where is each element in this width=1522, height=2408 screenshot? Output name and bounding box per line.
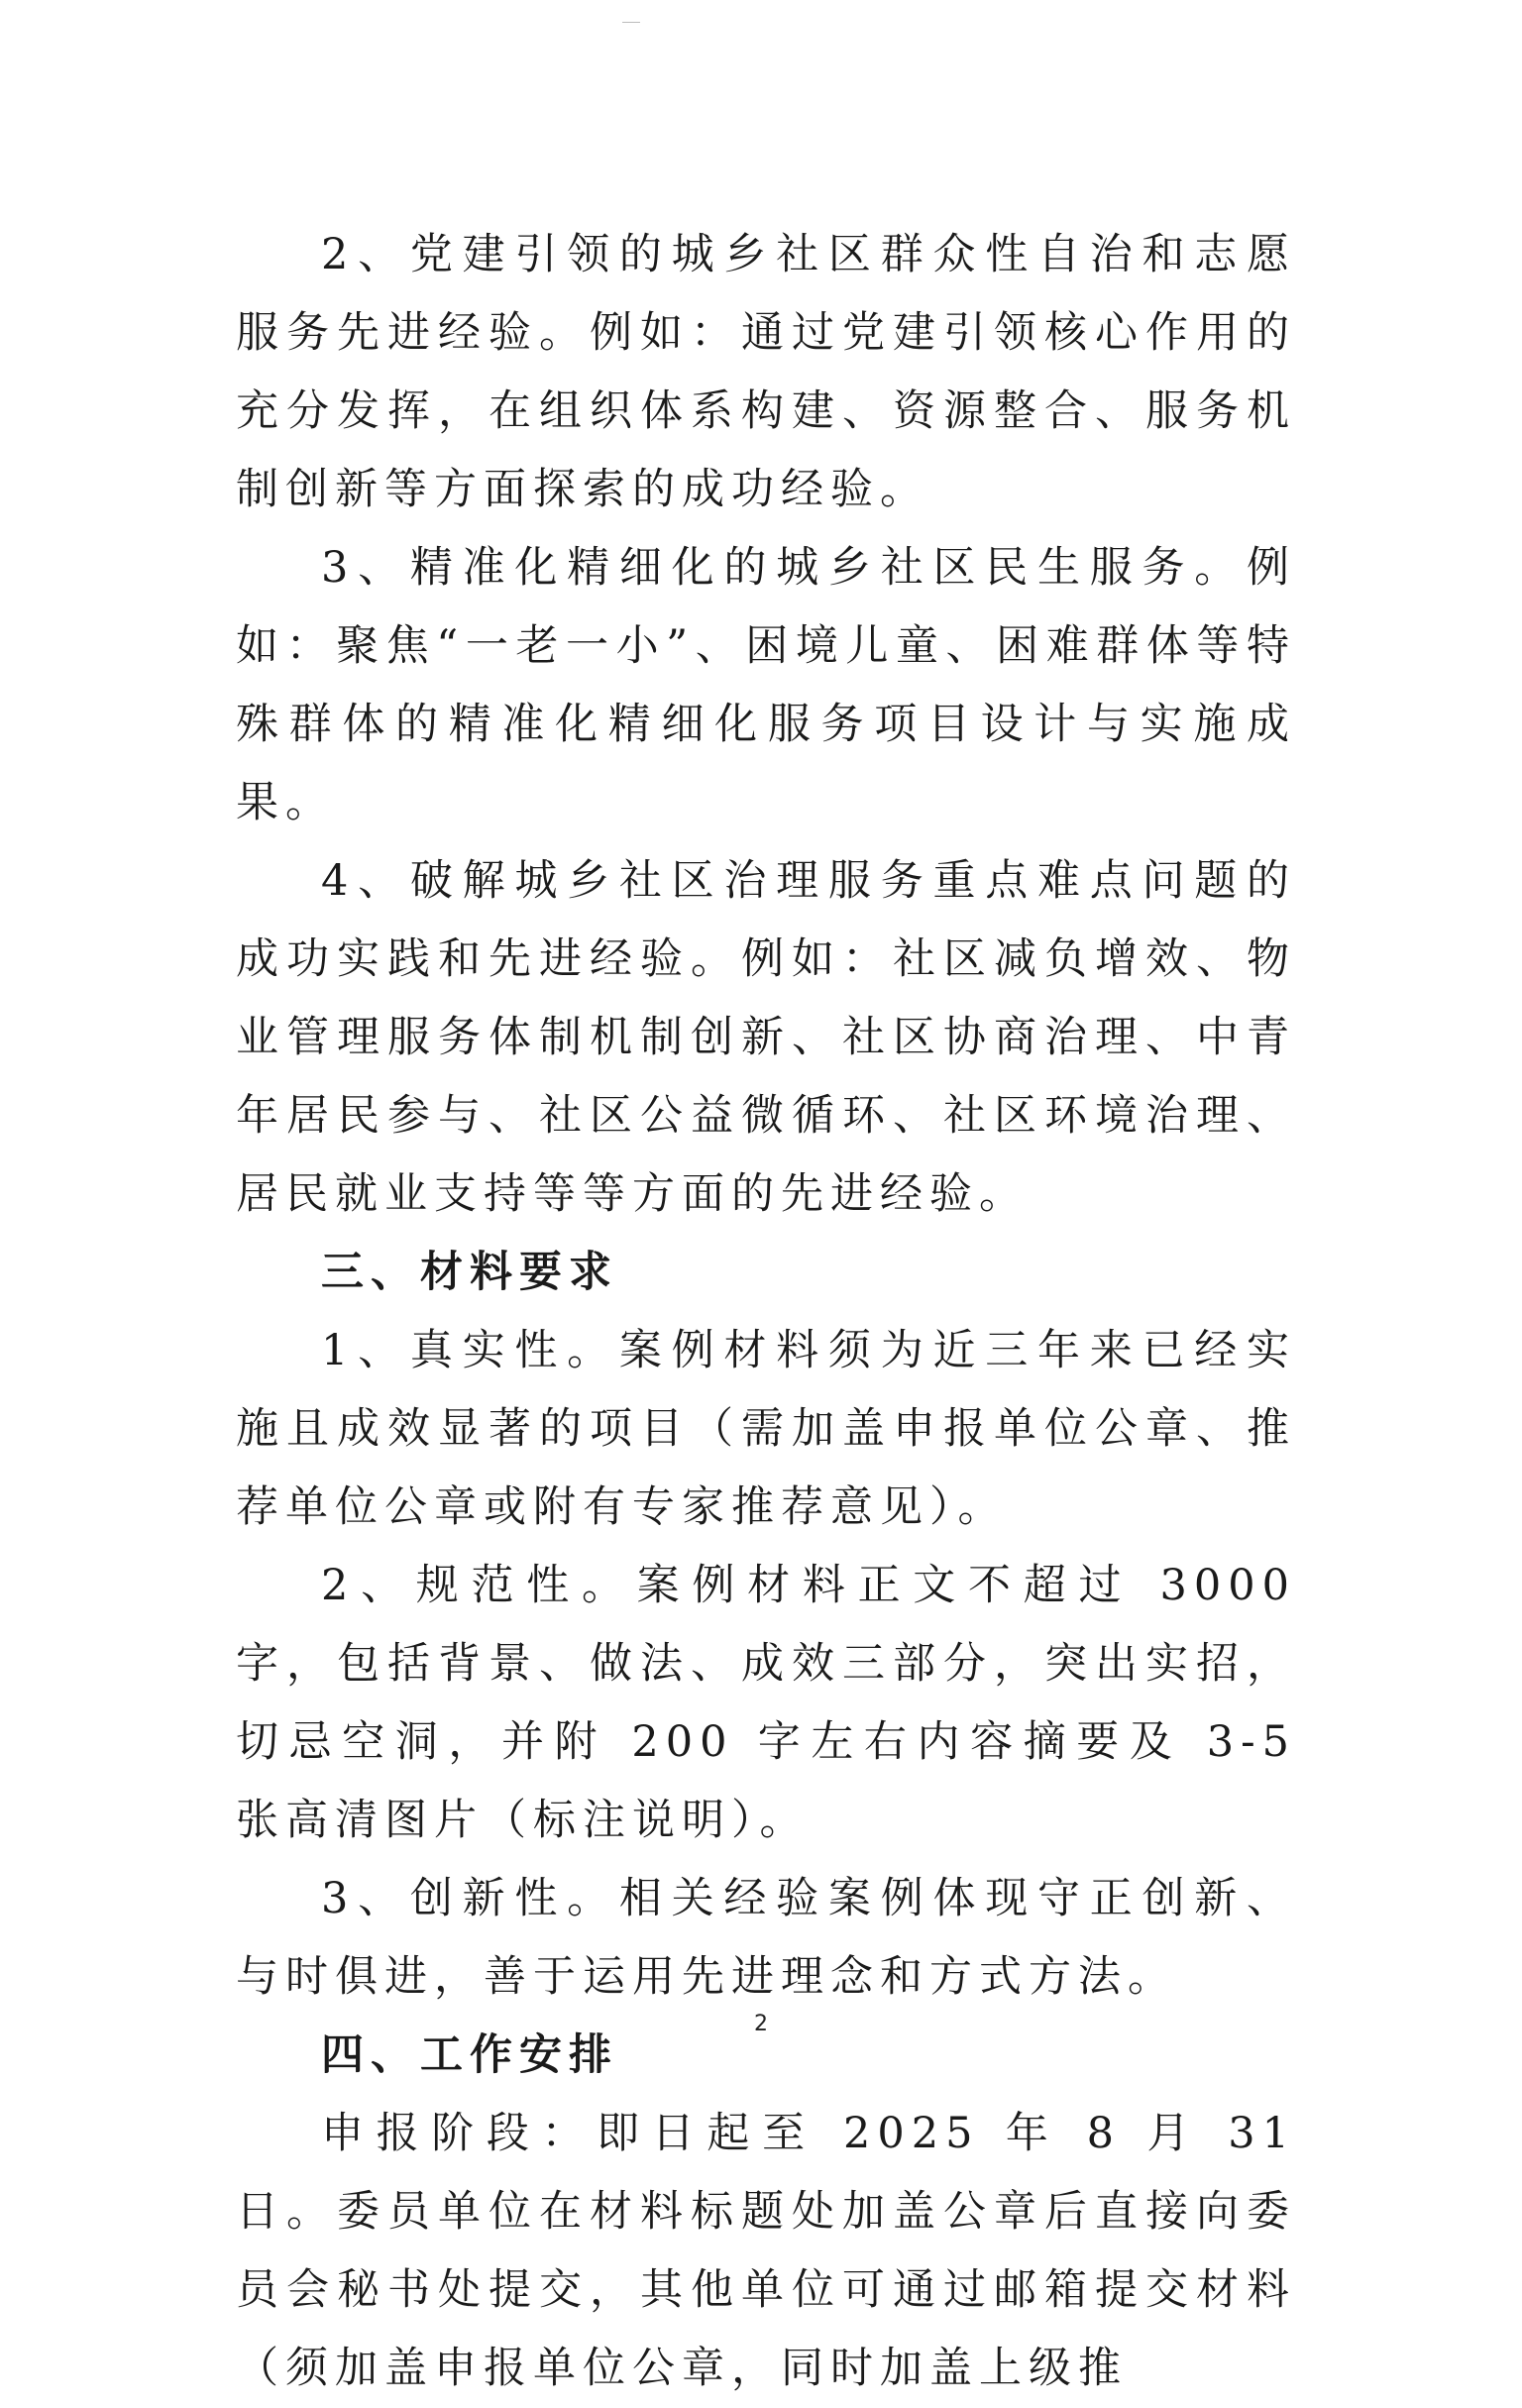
document-body [236, 216, 1296, 2408]
scan-mark [622, 22, 640, 23]
page-number: 2 [754, 2012, 768, 2036]
paragraph-authenticity: 1、真实性。案例材料须为近三年来已经实施且成效显著的项目（需加盖申报单位公章、推荐单位公章或附有专家推荐意见）。 [236, 1326, 1296, 1532]
paragraph-community-self-governance: 2、党建引领的城乡社区群众性自治和志愿服务先进经验。例如：通过党建引领核心作用的充分发挥，在组织体系构建、资源整合、服务机制创新等方面探索的成功经验。 [236, 230, 1296, 514]
paragraph-standardization: 2、规范性。案例材料正文不超过 3000 字，包括背景、做法、成效三部分，突出实招，切忌空洞，并附 200 字左右内容摘要及 3-5 张高清图片（标注说明）。 [236, 1561, 1296, 1845]
section-heading-material-requirements: 三、材料要求 [321, 1248, 618, 1297]
paragraph-application-stage: 申报阶段：即日起至 2025 年 8 月 31 日。委员单位在材料标题处加盖公章后直接向委员会秘书处提交，其他单位可通过邮箱提交材料（须加盖申报单位公章，同时加盖上级推 [236, 2109, 1296, 2393]
section-heading-work-arrangement: 四、工作安排 [321, 2030, 618, 2080]
paragraph-livelihood-services: 3、精准化精细化的城乡社区民生服务。例如：聚焦“一老一小”、困境儿童、困难群体等特殊群体的精准化精细化服务项目设计与实施成果。 [236, 543, 1296, 827]
paragraph-governance-practice: 4、破解城乡社区治理服务重点难点问题的成功实践和先进经验。例如：社区减负增效、物业管理服务体制机制创新、社区协商治理、中青年居民参与、社区公益微循环、社区环境治理、居民就业支持等等方面的先进经验。 [236, 856, 1296, 1219]
paragraph-innovation: 3、创新性。相关经验案例体现守正创新、与时俱进，善于运用先进理念和方式方法。 [236, 1874, 1296, 2002]
